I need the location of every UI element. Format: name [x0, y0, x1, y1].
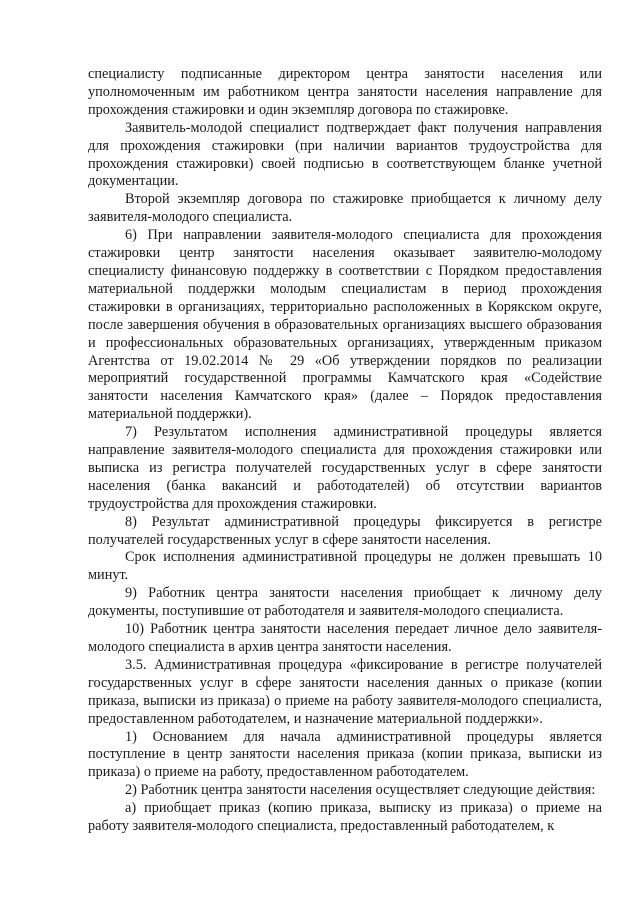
paragraph-section-3-5-item-2a: а) приобщает приказ (копию приказа, выписку из приказа) о приеме на работу заявителя-молодого специалиста, предоставленный работодателем, к: [88, 800, 602, 835]
paragraph-deadline: Срок исполнения административной процедуры не должен превышать 10 минут.: [88, 549, 602, 584]
paragraph-item-9: 9) Работник центра занятости населения приобщает к личному делу документы, поступившие от работодателя и заявителя-молодого специалиста.: [88, 585, 602, 620]
paragraph-applicant-confirms: Заявитель-молодой специалист подтверждает факт получения направления для прохождения стажировки (при наличии вариантов трудоустройства для прохождения стажировки) своей подписью в соответствующем бланке учетной документации.: [88, 119, 602, 190]
paragraph-section-3-5-item-1: 1) Основанием для начала административной процедуры является поступление в центр занятости населения приказа (копии приказа, выписки из приказа) о приеме на работу, предоставленном работодателем.: [88, 728, 602, 781]
paragraph-section-3-5-item-2: 2) Работник центра занятости населения осуществляет следующие действия:: [125, 782, 596, 799]
paragraph-item-8: 8) Результат административной процедуры фиксируется в регистре получателей государственных услуг в сфере занятости населения.: [88, 513, 602, 548]
paragraph-second-copy: Второй экземпляр договора по стажировке приобщается к личному делу заявителя-молодого специалиста.: [88, 191, 602, 226]
paragraph-item-10: 10) Работник центра занятости населения передает личное дело заявителя-молодого специалиста в архив центра занятости населения.: [88, 621, 602, 655]
paragraph-item-6: 6) При направлении заявителя-молодого специалиста для прохождения стажировки центр занятости населения оказывает заявителю-молодому специалисту финансовую поддержку в соответствии с Порядком предоставления материальной поддержки молодым специалистам в период прохождения стажировки в организациях, территориально расположенных в Корякском округе, после завершения обучения в образовательных организациях высшего образования и профессиональных образовательных организациях, утвержденным приказом Агентства от 19.02.2014 № 29 «Об утверждении порядков по реализации мероприятий государственной программы Камчатского края «Содействие занятости населения Камчатского края» (далее – Порядок предоставления материальной поддержки).: [88, 227, 602, 423]
paragraph-continuation: специалисту подписанные директором центра занятости населения или уполномоченным им работником центра занятости населения направление для прохождения стажировки и один экземпляр договора по стажировке.: [88, 66, 602, 118]
paragraph-section-3-5: 3.5. Административная процедура «фиксирование в регистре получателей государственных услуг в сфере занятости населения данных о приказе (копии приказа, выписки из приказа) о приеме на работу заявителя-молодого специалиста, предоставленном работодателем, и назначение материальной поддержки».: [88, 656, 602, 727]
document-body: [88, 66, 602, 836]
paragraph-item-7: 7) Результатом исполнения административной процедуры является направление заявителя-молодого специалиста для прохождения стажировки или выписка из регистра получателей государственных услуг в сфере занятости населения (банка вакансий и работодателей) об отсутствии вариантов трудоустройства для прохождения стажировки.: [88, 424, 602, 512]
